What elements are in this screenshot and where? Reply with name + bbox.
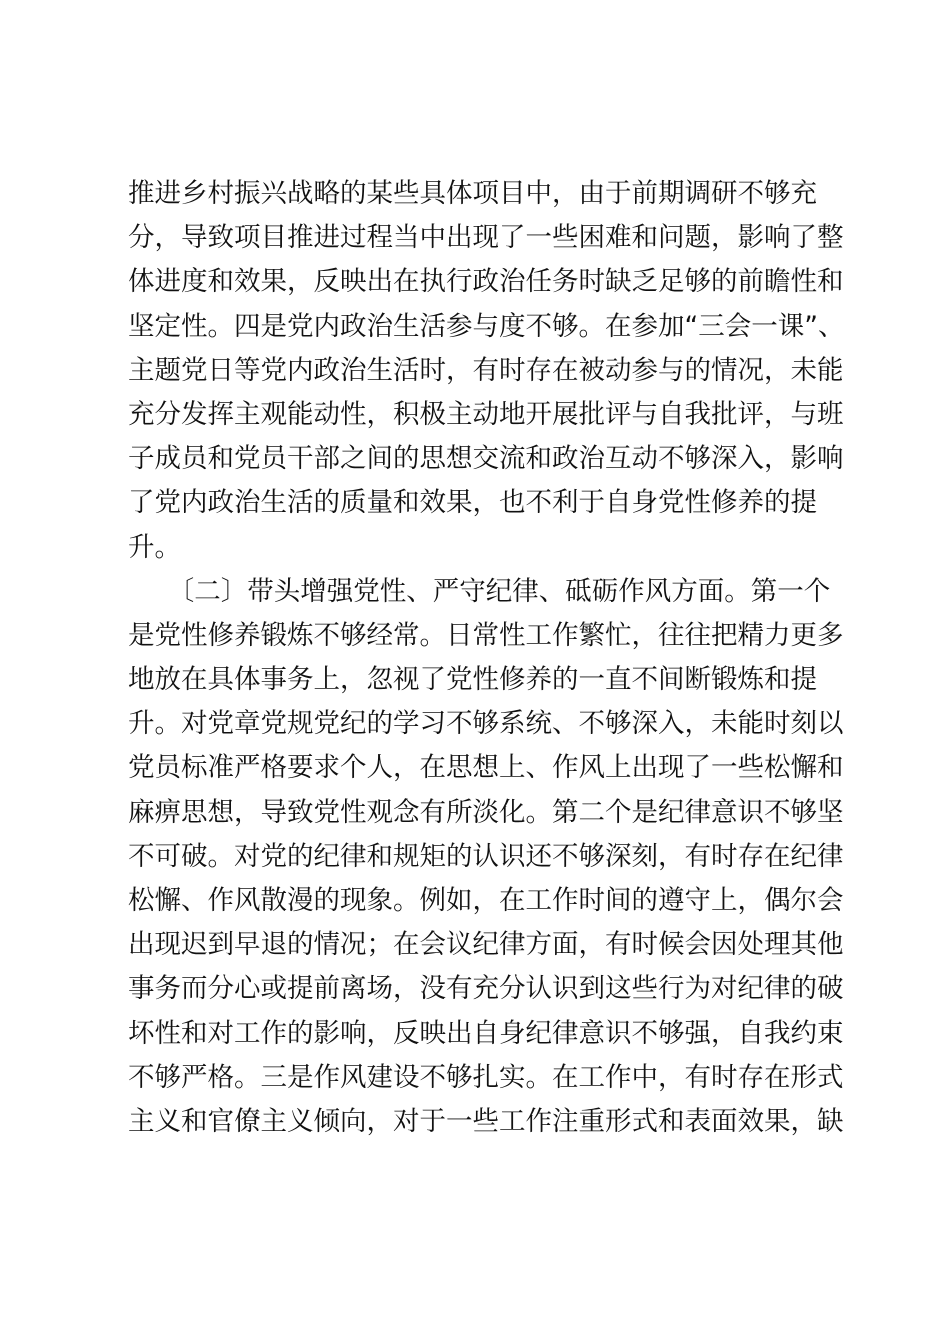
text-line: 主题党日等党内政治生活时，有时存在被动参与的情况，未能 <box>128 354 844 386</box>
text-line: 子成员和党员干部之间的思想交流和政治互动不够深入，影响 <box>128 443 844 475</box>
text-line: 事务而分心或提前离场，没有充分认识到这些行为对纪律的破 <box>128 973 844 1005</box>
text-line: 松懈、作风散漫的现象。例如，在工作时间的遵守上，偶尔会 <box>128 885 844 916</box>
text-line: 是党性修养锻炼不够经常。日常性工作繁忙，往往把精力更多 <box>128 619 844 651</box>
text-line: 坚定性。四是党内政治生活参与度不够。在参加“三会一课”、 <box>128 310 845 342</box>
text-line: 升。 <box>128 531 181 563</box>
text-line: 充分发挥主观能动性，积极主动地开展批评与自我批评，与班 <box>128 398 844 430</box>
text-line: 升。对党章党规党纪的学习不够系统、不够深入，未能时刻以 <box>128 708 844 740</box>
text-line: 不可破。对党的纪律和规矩的认识还不够深刻，有时存在纪律 <box>128 840 844 872</box>
text-line: 坏性和对工作的影响，反映出自身纪律意识不够强，自我约束 <box>128 1017 844 1049</box>
text-line: 了党内政治生活的质量和效果，也不利于自身党性修养的提 <box>128 487 817 519</box>
section-heading-line: 〔二〕带头增强党性、严守纪律、砥砺作风方面。第一个 <box>128 575 831 607</box>
body-text <box>128 172 845 1144</box>
text-line: 不够严格。三是作风建设不够扎实。在工作中，有时存在形式 <box>128 1061 844 1093</box>
text-line: 麻痹思想，导致党性观念有所淡化。第二个是纪律意识不够坚 <box>128 796 844 828</box>
text-line: 主义和官僚主义倾向，对于一些工作注重形式和表面效果，缺 <box>128 1105 844 1137</box>
text-line: 推进乡村振兴战略的某些具体项目中，由于前期调研不够充 <box>128 178 817 209</box>
text-line: 分，导致项目推进过程当中出现了一些困难和问题，影响了整 <box>128 222 844 254</box>
text-line: 体进度和效果，反映出在执行政治任务时缺乏足够的前瞻性和 <box>128 266 844 298</box>
text-line: 地放在具体事务上，忽视了党性修养的一直不间断锻炼和提 <box>128 664 817 696</box>
text-line: 党员标准严格要求个人，在思想上、作风上出现了一些松懈和 <box>128 752 844 784</box>
text-line: 出现迟到早退的情况；在会议纪律方面，有时候会因处理其他 <box>128 929 844 961</box>
